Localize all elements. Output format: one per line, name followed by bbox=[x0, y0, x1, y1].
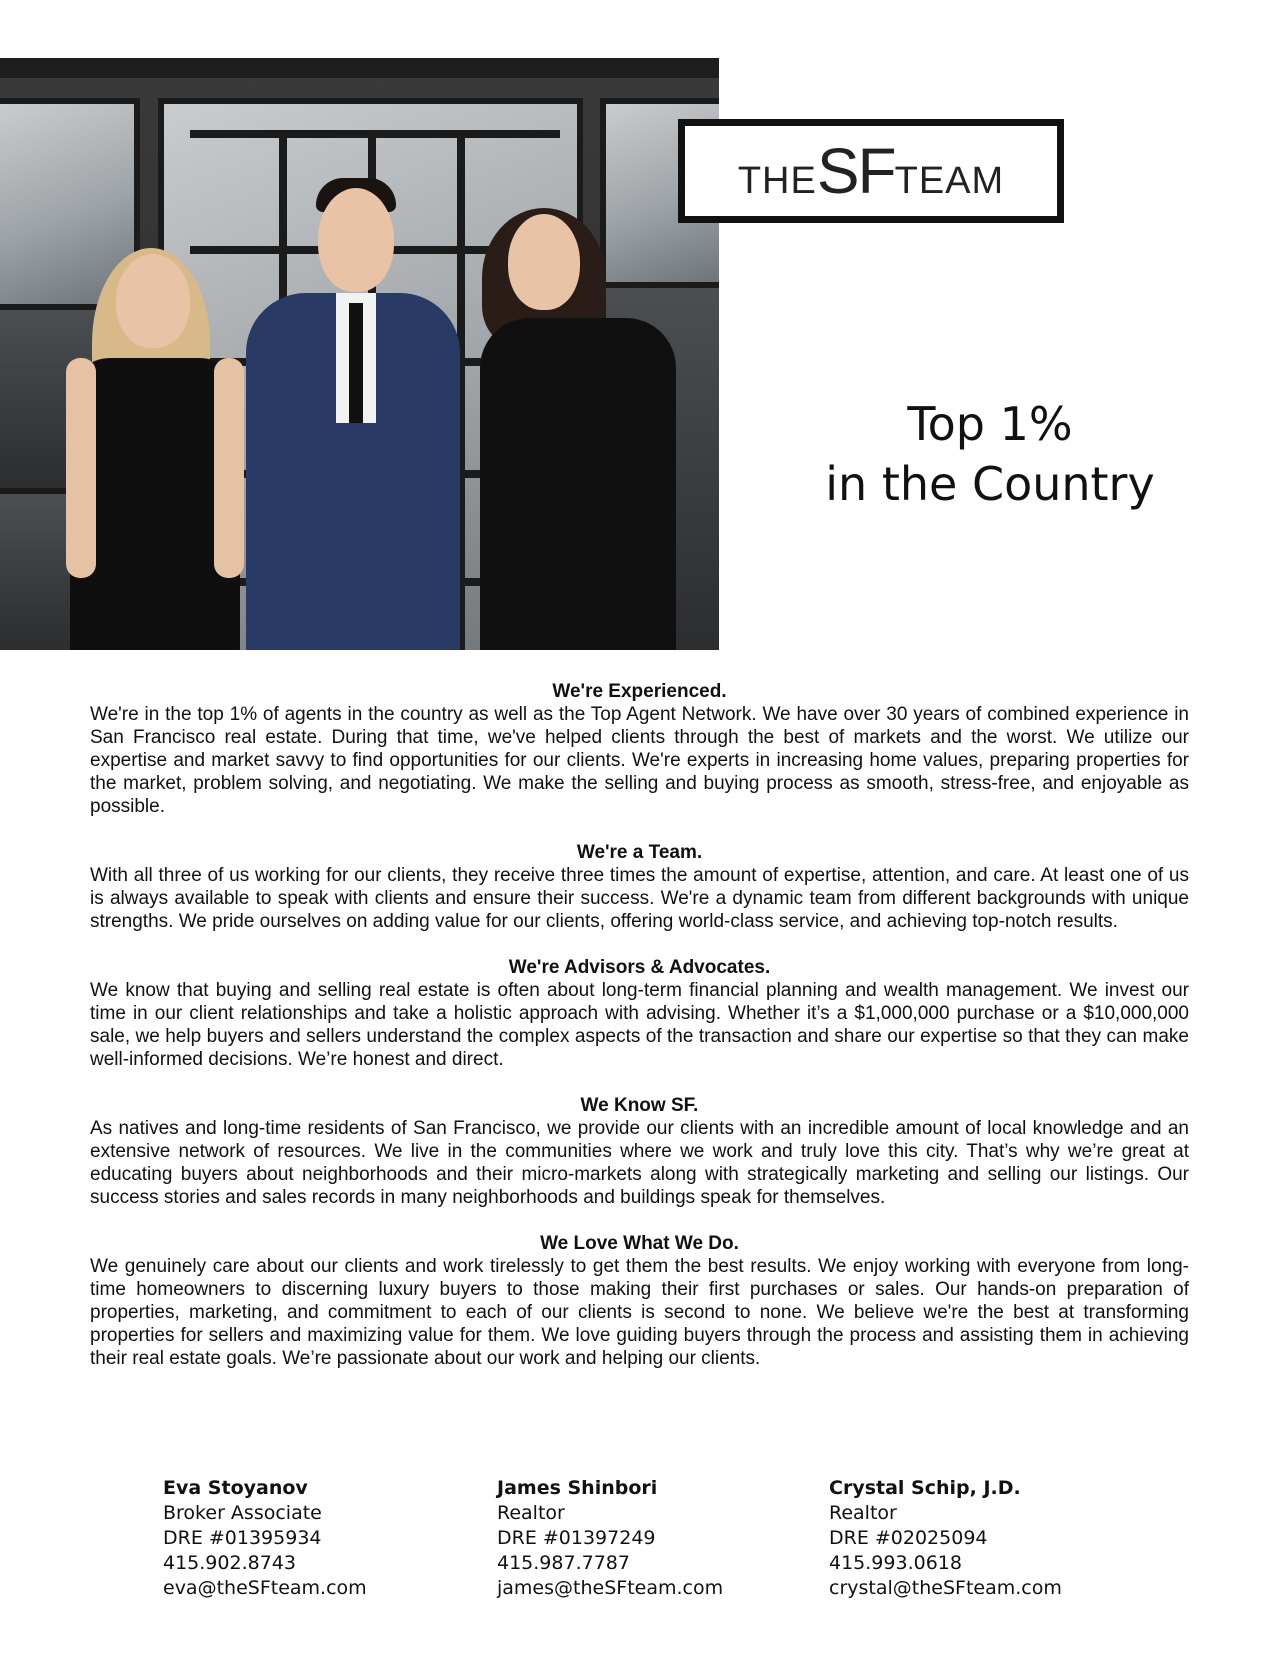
member-title: Broker Associate bbox=[163, 1502, 322, 1524]
member-dre: DRE #01395934 bbox=[163, 1527, 322, 1549]
member-name: James Shinbori bbox=[497, 1477, 658, 1499]
section-body: We know that buying and selling real estate is often about long-term financial planning and wealth management. We invest our time in our client relationships and take a holistic approach with advising. Whether it’s a $1,000,000 purchase or a $10,000,000 sale, we help buyers and sellers understand the complex aspects of the transaction and share our expertise so that they can make well-informed decisions. We’re honest and direct. bbox=[90, 980, 1189, 1070]
member-name: Crystal Schip, J.D. bbox=[829, 1477, 1021, 1499]
section-body: We're in the top 1% of agents in the country as well as the Top Agent Network. We have over 30 years of combined experience in San Francisco real estate. During that time, we've helped clients through the best of markets and the worst. We utilize our expertise and market savvy to find opportunities for our clients. We're experts in increasing home values, preparing properties for the market, problem solving, and negotiating. We make the selling and buying process as smooth, stress-free, and enjoyable as possible. bbox=[90, 704, 1189, 817]
member-dre: DRE #02025094 bbox=[829, 1527, 988, 1549]
member-name: Eva Stoyanov bbox=[163, 1477, 308, 1499]
member-title: Realtor bbox=[829, 1502, 897, 1524]
section-heading: We Know SF. bbox=[580, 1095, 699, 1116]
section-body: We genuinely care about our clients and work tirelessly to get them the best results. We enjoy working with everyone from long-time homeowners to discerning luxury buyers to those making their first purchases or sales. Our hands-on preparation of properties, marketing, and commitment to each of our clients is second to none. We believe we're the best at transforming properties for sellers and maximizing value for them. We love guiding buyers through the process and assisting them in achieving their real estate goals. We’re passionate about our work and helping our clients. bbox=[90, 1256, 1189, 1369]
tagline-line-1: Top 1% bbox=[907, 397, 1073, 451]
section-experienced bbox=[90, 680, 1189, 818]
member-dre: DRE #01397249 bbox=[497, 1527, 656, 1549]
logo-prefix: THE bbox=[737, 160, 817, 202]
tagline bbox=[760, 394, 1220, 514]
section-team bbox=[90, 841, 1189, 933]
logo-wordmark bbox=[738, 134, 1004, 208]
team-member-james bbox=[497, 1476, 723, 1601]
member-email[interactable]: james@theSFteam.com bbox=[497, 1577, 724, 1599]
photo-top-frame bbox=[0, 58, 719, 78]
tagline-line-2: in the Country bbox=[825, 457, 1155, 511]
section-heading: We're a Team. bbox=[576, 842, 703, 863]
member-email[interactable]: crystal@theSFteam.com bbox=[829, 1577, 1062, 1599]
team-member-eva bbox=[163, 1476, 367, 1601]
section-body: As natives and long-time residents of San Francisco, we provide our clients with an incredible amount of local knowledge and an extensive network of resources. We live in the communities where we work and truly love this city. That’s why we’re great at educating buyers about neighborhoods and their micro-markets along with strategically marketing and selling our listings. Our success stories and sales records in many neighborhoods and buildings speak for themselves. bbox=[90, 1118, 1189, 1208]
member-title: Realtor bbox=[497, 1502, 565, 1524]
team-photo bbox=[0, 58, 719, 650]
team-member-crystal bbox=[829, 1476, 1062, 1601]
section-know-sf bbox=[90, 1094, 1189, 1209]
section-advisors bbox=[90, 956, 1189, 1071]
member-phone[interactable]: 415.993.0618 bbox=[829, 1552, 962, 1574]
member-phone[interactable]: 415.987.7787 bbox=[497, 1552, 630, 1574]
logo-brand: SF bbox=[816, 135, 895, 207]
section-heading: We Love What We Do. bbox=[540, 1233, 739, 1254]
section-heading: We're Advisors & Advocates. bbox=[508, 957, 771, 978]
member-phone[interactable]: 415.902.8743 bbox=[163, 1552, 296, 1574]
logo-suffix: TEAM bbox=[894, 160, 1005, 202]
member-email[interactable]: eva@theSFteam.com bbox=[163, 1577, 367, 1599]
section-love-what-we-do bbox=[90, 1232, 1189, 1370]
sf-team-logo bbox=[678, 119, 1064, 223]
section-heading: We're Experienced. bbox=[552, 681, 727, 702]
section-body: With all three of us working for our clients, they receive three times the amount of expertise, attention, and care. At least one of us is always available to speak with clients and ensure their success. We're a dynamic team from different backgrounds with unique strengths. We pride ourselves on adding value for our clients, offering world-class service, and achieving top-notch results. bbox=[90, 865, 1189, 932]
content-body bbox=[90, 680, 1189, 1393]
